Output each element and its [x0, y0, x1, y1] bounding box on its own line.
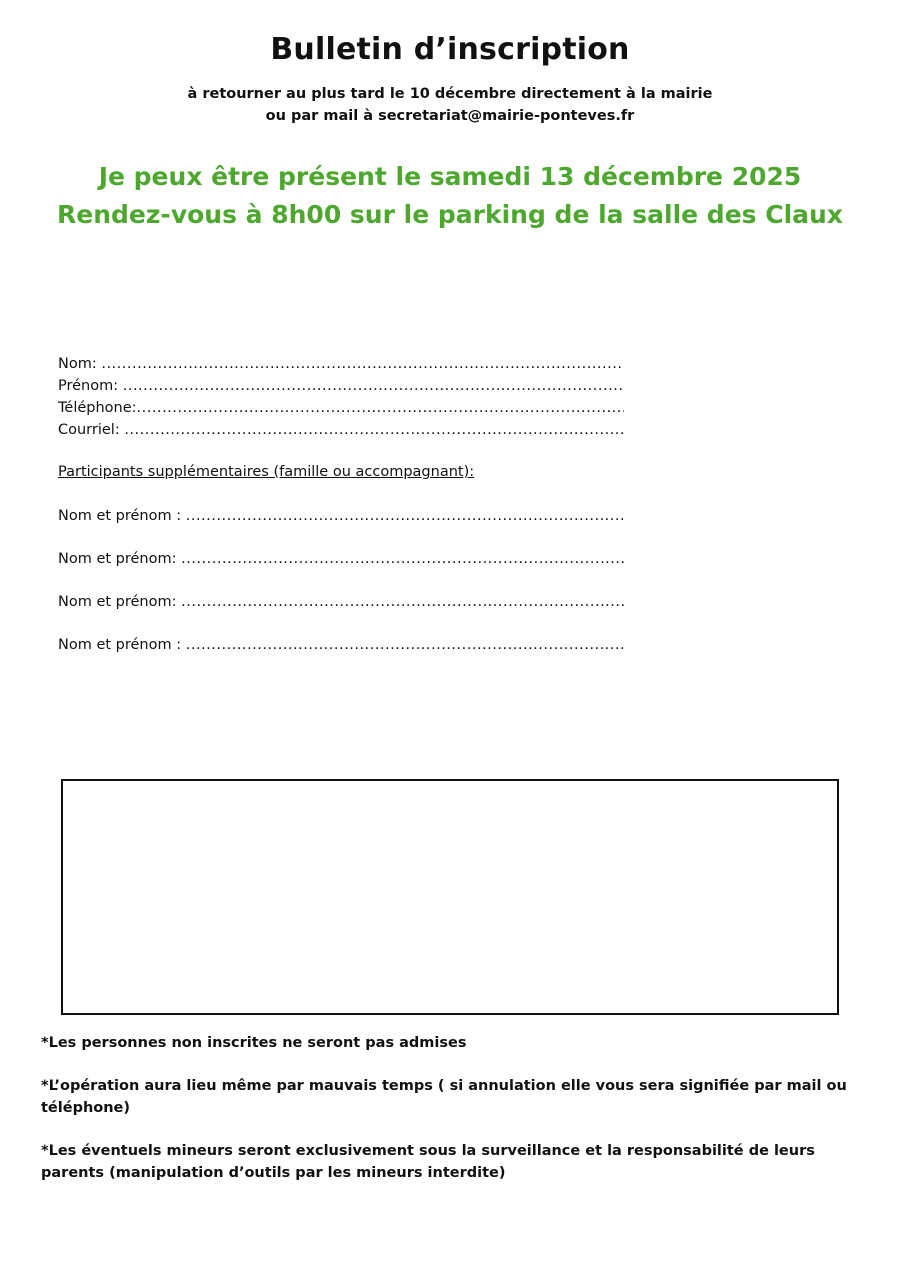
- email-dotted-line: [124, 422, 624, 438]
- event-date-line: Je peux être présent le samedi 13 décembre 2025: [98, 162, 802, 191]
- phone-label: Téléphone:: [58, 400, 137, 416]
- participant-label: Nom et prénom:: [58, 594, 182, 610]
- note-registration-required: *Les personnes non inscrites ne seront pas admises: [41, 1035, 467, 1051]
- phone-field[interactable]: [58, 398, 624, 418]
- document-title: Bulletin d’inscription: [270, 32, 630, 67]
- first-name-dotted-line: [123, 378, 624, 394]
- participant-field-2[interactable]: [58, 549, 624, 569]
- name-field[interactable]: [58, 354, 624, 374]
- participant-field-3[interactable]: [58, 592, 624, 612]
- name-label: Nom:: [58, 356, 102, 372]
- first-name-field[interactable]: [58, 376, 624, 396]
- participant-dotted-line: [181, 594, 624, 610]
- return-instruction: à retourner au plus tard le 10 décembre directement à la mairie: [187, 86, 713, 102]
- phone-dotted-line: [137, 400, 624, 416]
- empty-frame-box: [61, 779, 839, 1015]
- participant-label: Nom et prénom :: [58, 508, 186, 524]
- mail-instruction: ou par mail à secretariat@mairie-ponteves.fr: [265, 108, 635, 124]
- event-meeting-line: Rendez-vous à 8h00 sur le parking de la salle des Claux: [57, 200, 843, 229]
- note-minors: *Les éventuels mineurs seront exclusivement sous la surveillance et la responsabilité de leurs parents (manipulation d’outils par les mineurs interdite): [41, 1143, 815, 1181]
- note-weather: *L’opération aura lieu même par mauvais temps ( si annulation elle vous sera signifiée par mail ou téléphone): [41, 1078, 847, 1116]
- participant-label: Nom et prénom :: [58, 637, 186, 653]
- participant-field-1[interactable]: [58, 506, 624, 526]
- participant-dotted-line: [186, 637, 624, 653]
- participants-heading: Participants supplémentaires (famille ou accompagnant):: [58, 464, 475, 480]
- participant-label: Nom et prénom:: [58, 551, 182, 567]
- participant-field-4[interactable]: [58, 635, 624, 655]
- email-label: Courriel:: [58, 422, 125, 438]
- participant-dotted-line: [181, 551, 624, 567]
- participant-dotted-line: [186, 508, 624, 524]
- first-name-label: Prénom:: [58, 378, 123, 394]
- name-dotted-line: [101, 356, 624, 372]
- email-field[interactable]: [58, 420, 624, 440]
